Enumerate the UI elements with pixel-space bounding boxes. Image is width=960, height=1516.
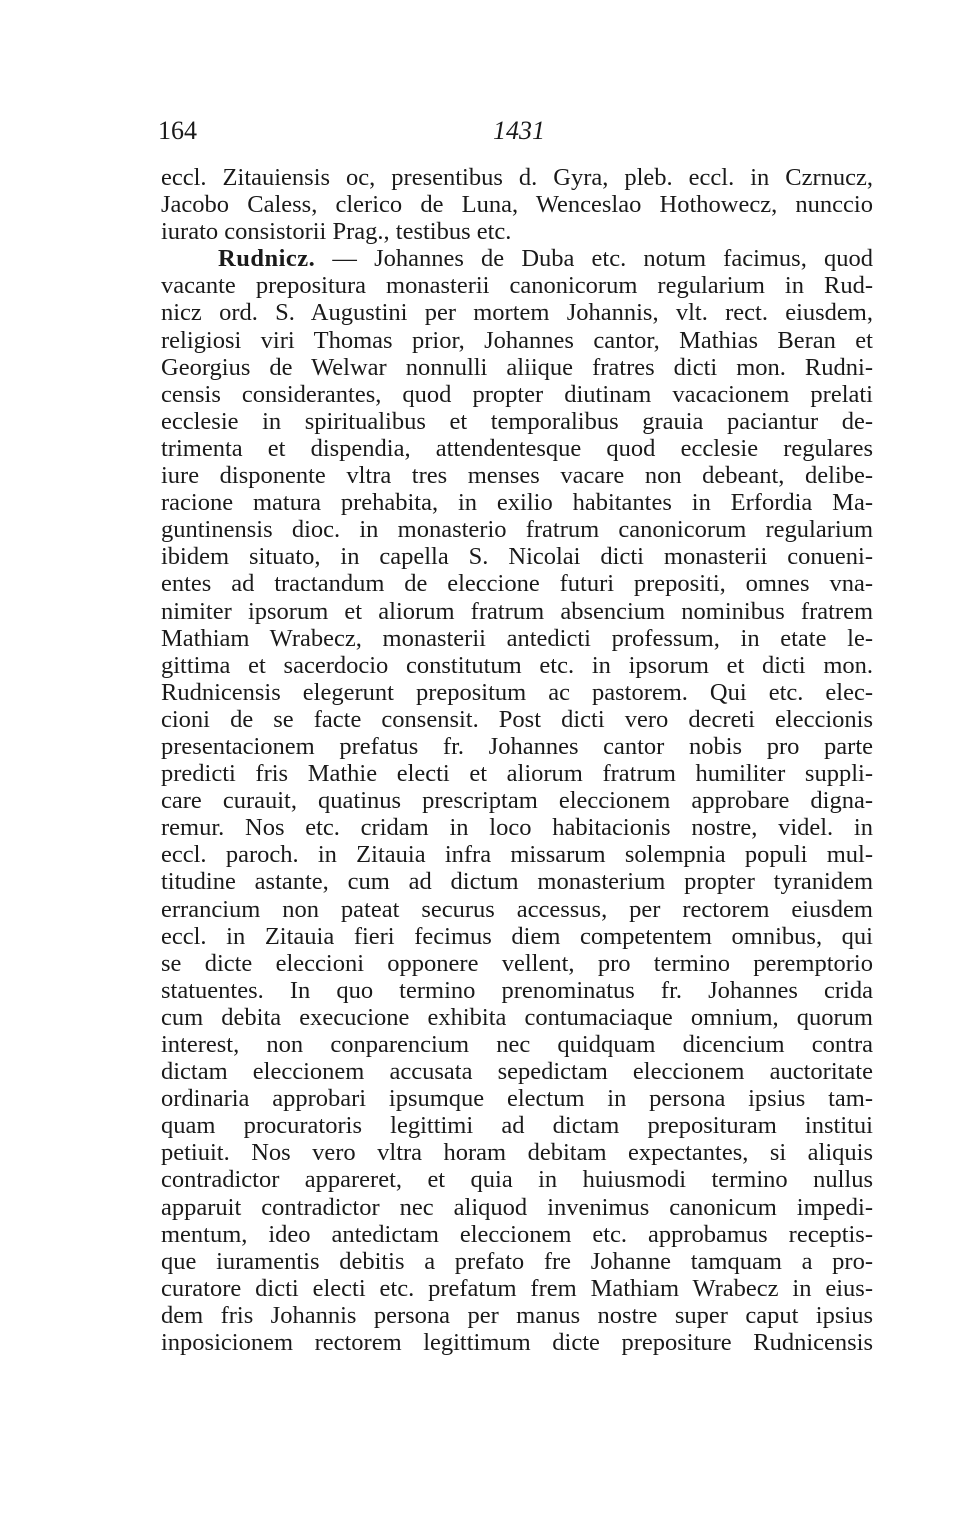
text-line: inposicionem rectorem legittimum dicte prepositure Rudnicensis [161,1329,873,1357]
text-line: guntinensis dioc. in monasterio fratrum canonicorum regularium [161,516,873,544]
text-line: statuentes. In quo termino prenominatus fr. Johannes crida [161,976,873,1004]
text-line: gittima et sacerdocio constitutum etc. in ipsorum et dicti mon. [161,651,873,679]
text-line: trimenta et dispendia, attendentesque quod ecclesie regulares [161,434,873,462]
text-line: apparuit contradictor nec aliquod invenimus canonicum impedi- [161,1193,873,1221]
text-line: eccl. paroch. in Zitauia infra missarum solempnia populi mul- [161,841,873,869]
text-line: religiosi viri Thomas prior, Johannes cantor, Mathias Beran et [161,326,873,354]
text-line: contradictor appareret, et quia in huiusmodi termino nullus [161,1166,873,1194]
text-line: titudine astante, cum ad dictum monasterium propter tyranidem [161,868,873,896]
text-line: ibidem situato, in capella S. Nicolai dicti monasterii conueni- [161,543,873,571]
text-line: ecclesie in spiritualibus et temporalibus grauia paciantur de- [161,407,873,435]
text-line: iure disponente vltra tres menses vacare non debeant, delibe- [161,462,873,490]
text-line: interest, non conparencium nec quidquam dicencium contra [161,1031,873,1058]
text-line: eccl. in Zitauia fieri fecimus diem competentem omnibus, qui [161,922,873,950]
text-line: errancium non pateat securus accessus, per rectorem eiusdem [161,895,873,923]
page-number: 164 [158,116,197,145]
text-line: ordinaria approbari ipsumque electum in persona ipsius tam- [161,1085,873,1113]
text-line: iurato consistorii Prag., testibus etc. [161,218,512,246]
text-line: petiuit. Nos vero vltra horam debitam expectantes, si aliquis [161,1139,873,1167]
text-line: presentacionem prefatus fr. Johannes cantor nobis pro parte [161,732,873,760]
text-line: mentum, ideo antedictam eleccionem etc. approbamus receptis- [161,1220,873,1248]
text-line: cum debita execucione exhibita contumaciaque omnium, quorum [161,1003,873,1031]
text-line: nicz ord. S. Augustini per mortem Johannis, vlt. rect. eiusdem, [161,299,873,327]
text-line: curatore dicti electi etc. prefatum frem Mathiam Wrabecz in eius- [161,1274,873,1302]
text-line: se dicte eleccioni opponere vellent, pro termino peremptorio [161,949,873,977]
text-line: dictam eleccionem accusata sepedictam eleccionem auctoritate [161,1058,873,1086]
running-head-year: 1431 [493,116,545,145]
text-line: racione matura prehabita, in exilio habitantes in Erfordia Ma- [161,489,873,517]
text-line: Rudnicensis elegerunt prepositum ac pastorem. Qui etc. elec- [161,678,873,706]
text-line: Jacobo Caless, clerico de Luna, Wenceslao Hothowecz, nunccio [161,191,873,219]
text-line: Georgius de Welwar nonnulli aliique fratres dicti mon. Rudni- [161,353,873,381]
text-line: remur. Nos etc. cridam in loco habitacionis nostre, videl. in [161,814,873,842]
text-line: nimiter ipsorum et aliorum fratrum absencium nominibus fratrem [161,597,873,625]
text-line: care curauit, quatinus prescriptam eleccionem approbare digna- [161,787,873,815]
text-line: eccl. Zitauiensis oc, presentibus d. Gyra, pleb. eccl. in Czrnucz, [161,164,873,191]
text-line: Mathiam Wrabecz, monasterii antedicti professum, in etate le- [161,624,873,652]
text-line: vacante prepositura monasterii canonicorum regularium in Rud- [161,272,873,300]
text-line: entes ad tractandum de eleccione futuri prepositi, omnes vna- [161,570,873,598]
text-line: censis considerantes, quod propter diutinam vacacionem prelati [161,380,873,408]
text-line: predicti fris Mathie electi et aliorum fratrum humiliter suppli- [161,760,873,788]
text-line: cioni de se facte consensit. Post dicti vero decreti eleccionis [161,705,873,733]
text-line: que iuramentis debitis a prefato fre Johanne tamquam a pro- [161,1247,873,1275]
text-line: quam procuratoris legittimi ad dictam preposituram institui [161,1112,873,1140]
text-line: dem fris Johannis persona per manus nostre super caput ipsius [161,1301,873,1329]
entry-keyword: Rudnicz. [218,245,316,273]
text-line-rest: — Johannes de Duba etc. notum facimus, quod [315,245,873,273]
entry-heading-line [161,245,873,272]
body-text [161,164,873,1356]
